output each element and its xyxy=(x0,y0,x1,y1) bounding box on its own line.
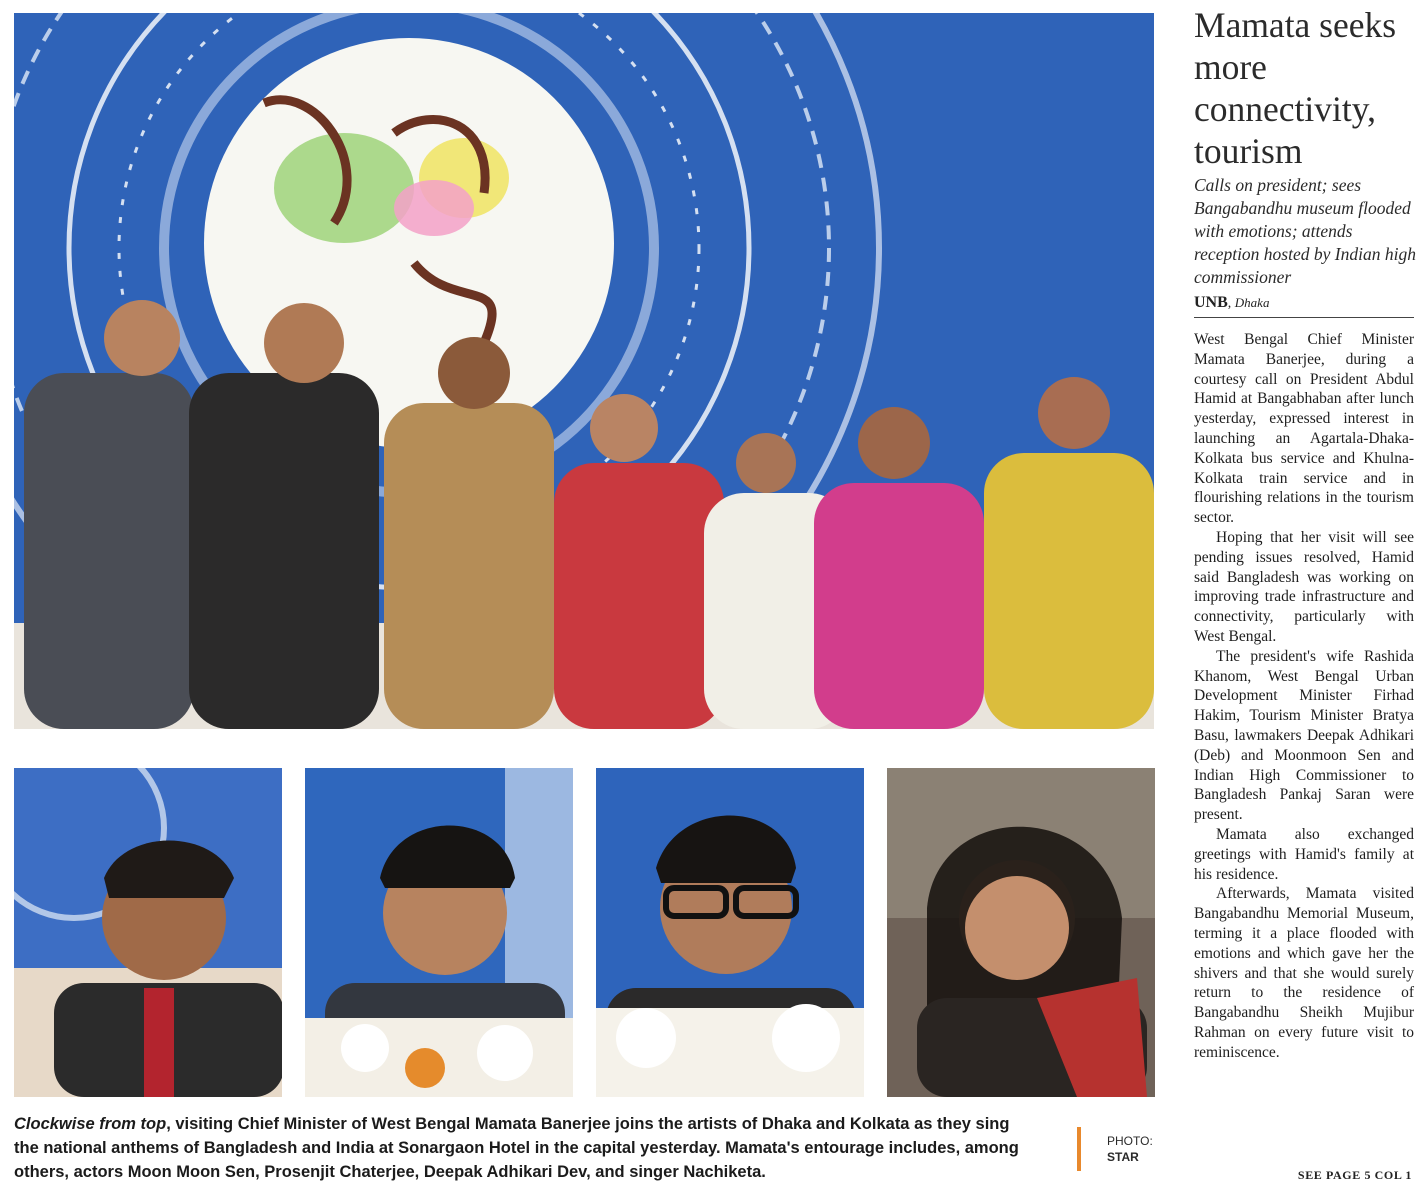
thumbnail-photo-2 xyxy=(305,768,573,1097)
article-paragraph: West Bengal Chief Minister Mamata Banerjee, during a courtesy call on President Abdul Hamid at Bangabhaban after lunch yesterday, expressed interest in launching an Agartala-Dhaka-Kolkata bus service and Khulna-Kolkata train service and in flourishing relations in the tourism sector. xyxy=(1194,331,1414,527)
photo-credit xyxy=(1107,1133,1153,1165)
article-paragraph: The president's wife Rashida Khanom, West Bengal Urban Development Minister Firhad Hakim, Tourism Minister Bratya Basu, lawmakers Deepak Adhikari (Deb) and Moonmoon Sen and Indian High Commissioner to Bangladesh Pankaj Saran were present. xyxy=(1194,647,1414,824)
article-deck: Calls on president; sees Bangabandhu museum flooded with emotions; attends reception hosted by Indian high commissioner xyxy=(1194,175,1416,287)
thumbnail-photo-3 xyxy=(596,768,864,1097)
photo-credit-source: STAR xyxy=(1107,1150,1139,1164)
article-body xyxy=(1194,330,1414,1062)
article-paragraph: Mamata also exchanged greetings with Hamid's family at his residence. xyxy=(1194,825,1414,883)
byline-rule xyxy=(1194,317,1414,318)
thumbnail-photo-4 xyxy=(887,768,1155,1097)
byline-agency: UNB xyxy=(1194,294,1228,311)
photo-credit-bar xyxy=(1077,1127,1081,1171)
main-photo xyxy=(14,13,1154,729)
jump-line[interactable]: SEE PAGE 5 COL 1 xyxy=(1297,1168,1412,1182)
photo-caption xyxy=(14,1112,1024,1184)
byline-place: Dhaka xyxy=(1234,295,1270,310)
thumbnail-photo-1 xyxy=(14,768,282,1097)
caption-text: , visiting Chief Minister of West Bengal Mamata Banerjee joins the artists of Dhaka and Kolkata as they sing the national anthems of Bangladesh and India at Sonargaon Hotel in the capital yesterday. Mamata's entourage includes, among others, actors Moon Moon Sen, Prosenjit Chaterjee, Deepak Adhikari Dev, and singer Nachiketa. xyxy=(14,1115,1019,1181)
article-paragraph: Afterwards, Mamata visited Bangabandhu Memorial Museum, terming it a place flooded with emotions and which gave her the shivers and that she would surely return to the residence of Bangabandhu Sheikh Mujibur Rahman on every future visit to reminiscence. xyxy=(1194,885,1414,1061)
article-paragraph: Hoping that her visit will see pending issues resolved, Hamid said Bangladesh was working on improving trade infrastructure and connectivity, particularly with West Bengal. xyxy=(1194,528,1414,645)
article-headline: Mamata seeks more connectivity, tourism xyxy=(1194,5,1397,171)
photo-credit-label: PHOTO: xyxy=(1107,1134,1153,1148)
byline: UNB, Dhaka xyxy=(1194,294,1270,311)
caption-lead: Clockwise from top xyxy=(14,1115,167,1133)
